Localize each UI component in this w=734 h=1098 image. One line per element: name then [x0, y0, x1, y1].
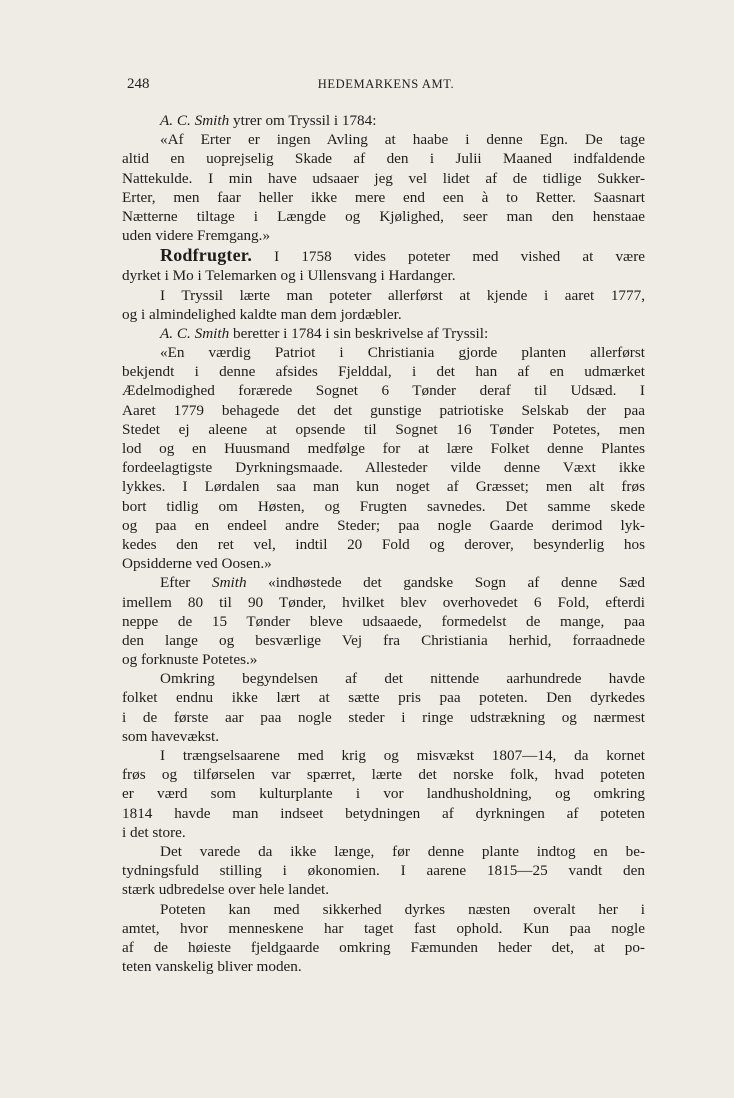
text-segment: kedes den ret vel, indtil 20 Fold og derover, besynderlig hos [122, 535, 645, 553]
text-line [122, 245, 645, 266]
text-line [122, 305, 645, 324]
italic-name: A. C. Smith [160, 112, 230, 129]
text-segment: «En værdig Patriot i Christiania gjorde planten allerførst [160, 344, 645, 362]
text-line [122, 727, 645, 746]
text-line [122, 362, 645, 381]
text-line [122, 266, 645, 285]
text-line [122, 861, 645, 880]
page-header [127, 76, 645, 98]
text-segment: Opsidderne ved Oosen.» [122, 555, 272, 573]
body-text [122, 111, 645, 976]
text-segment: Det varede da ikke længe, før denne plante indtog en be- [160, 842, 645, 860]
text-segment: af de høieste fjeldgaarde omkring Fæmunden heder det, at po- [122, 938, 645, 956]
text-line [122, 804, 645, 823]
text-line [122, 842, 645, 861]
text-line [122, 439, 645, 458]
text-line [122, 188, 645, 207]
text-segment: lod og en Huusmand medfølge for at lære Folket denne Plantes [122, 440, 645, 457]
text-line [122, 207, 645, 226]
text-segment: Efter [160, 574, 212, 592]
text-segment: og i almindelighed kaldte man dem jordæbler. [122, 305, 402, 323]
text-line [122, 612, 645, 631]
text-line [122, 535, 645, 554]
text-line [122, 111, 645, 130]
text-segment: Omkring begyndelsen af det nittende aarhundrede havde [160, 670, 645, 688]
text-line [122, 516, 645, 535]
text-line [122, 381, 645, 400]
text-segment: Nattekulde. I min have udsaaer jeg vel lidet af de tidlige Sukker- [122, 169, 645, 187]
text-segment: beretter i 1784 i sin beskrivelse af Tryssil: [229, 324, 489, 342]
text-segment: «indhøstede det gandske Sogn af denne Sæd [246, 574, 645, 592]
text-segment: og forknuste Potetes.» [122, 651, 258, 669]
text-segment: bort tidlig om Høsten, og Frugten savnedes. Det samme skede [122, 497, 645, 515]
text-segment: imellem 80 til 90 Tønder, hvilket blev overhovedet 6 Fold, efterdi [122, 593, 645, 611]
text-line [122, 688, 645, 707]
text-line [122, 324, 645, 343]
text-segment: I trængselsaarene med krig og misvækst 1807—14, da kornet [160, 747, 645, 764]
text-line [122, 746, 645, 765]
text-line [122, 497, 645, 516]
italic-name: A. C. Smith [160, 324, 230, 342]
text-segment: tydningsfuld stilling i økonomien. I aarene 1815—25 vandt den [122, 862, 645, 880]
text-line [122, 401, 645, 420]
text-segment: som havevækst. [122, 727, 220, 745]
text-line [122, 226, 645, 245]
text-segment: Erter, men faar heller ikke mere end een à to Retter. Saasnart [122, 188, 645, 206]
text-segment: stærk udbredelse over hele landet. [122, 881, 330, 899]
text-segment: Aaret 1779 behagede det det gunstige patriotiske Selskab der paa [122, 401, 645, 419]
text-line [122, 554, 645, 573]
text-segment: er værd som kulturplante i vor landhusholdning, og omkring [122, 785, 645, 803]
text-line [122, 708, 645, 727]
text-segment: lykkes. I Lørdalen saa man kun noget af Græsset; men alt frøs [122, 478, 645, 496]
text-line [122, 286, 645, 305]
text-segment: I Tryssil lærte man poteter allerførst at kjende i aaret 1777, [160, 286, 645, 304]
text-line [122, 130, 645, 149]
text-segment: fordeelagtigste Dyrkningsmaade. Allesteder vilde denne Væxt ikke [122, 459, 645, 477]
text-line [122, 765, 645, 784]
text-segment: i det store. [122, 823, 186, 841]
text-line [122, 343, 645, 362]
text-line [122, 169, 645, 188]
text-line [122, 420, 645, 439]
text-segment: Stedet ej aleene at opsende til Sognet 16 Tønder Potetes, men [122, 420, 645, 438]
text-segment: I 1758 vides poteter med vished at være [252, 248, 645, 266]
text-segment: Poteten kan med sikkerhed dyrkes næsten overalt her i [160, 900, 645, 918]
page-number: 248 [127, 76, 150, 92]
text-line [122, 880, 645, 899]
text-segment: neppe de 15 Tønder bleve udsaaede, formedelst de mange, paa [122, 612, 645, 630]
text-line [122, 957, 645, 976]
text-line [122, 938, 645, 957]
text-segment: folket endnu ikke lært at sætte pris paa poteten. Den dyrkedes [122, 689, 645, 707]
text-line [122, 823, 645, 842]
running-title: HEDEMARKENS AMT. [317, 77, 455, 91]
text-line [122, 631, 645, 650]
text-line [122, 458, 645, 477]
text-line [122, 900, 645, 919]
text-segment: Nætterne tiltage i Længde og Kjølighed, seer man den henstaae [122, 207, 645, 225]
text-segment: uden videre Fremgang.» [122, 227, 271, 245]
text-line [122, 919, 645, 938]
text-segment: bekjendt i denne afsides Fjelddal, i det han af en udmærket [122, 363, 645, 381]
text-segment: «Af Erter er ingen Avling at haabe i denne Egn. De tage [160, 131, 645, 149]
text-segment: frøs og tilførselen var spærret, lærte det norske folk, hvad poteten [122, 766, 645, 784]
section-heading: Rodfrugter. [160, 245, 253, 266]
text-segment: altid en uoprejselig Skade af den i Julii Maaned indfaldende [122, 150, 645, 168]
text-segment: ytrer om Tryssil i 1784: [229, 112, 377, 129]
text-segment: amtet, hvor menneskene har taget fast ophold. Kun paa nogle [122, 919, 645, 937]
text-segment: dyrket i Mo i Telemarken og i Ullensvang i Hardanger. [122, 267, 456, 285]
text-segment: i de første aar paa nogle steder i ringe udstrækning og nærmest [122, 708, 645, 726]
text-line [122, 593, 645, 612]
text-segment: teten vanskelig bliver moden. [122, 958, 302, 976]
text-line [122, 477, 645, 496]
text-segment: den lange og besværlige Vej fra Christiania herhid, forraadnede [122, 631, 645, 649]
text-segment: 1814 havde man indseet betydningen af dyrkningen af poteten [122, 804, 645, 822]
text-segment: Ædelmodighed forærede Sognet 6 Tønder deraf til Udsæd. I [122, 382, 645, 400]
text-line [122, 573, 645, 592]
text-line [122, 784, 645, 803]
text-segment: og paa en endeel andre Steder; paa nogle Gaarde derimod lyk- [122, 516, 645, 534]
text-line [122, 669, 645, 688]
italic-name: Smith [211, 574, 247, 592]
text-line [122, 149, 645, 168]
text-line [122, 650, 645, 669]
